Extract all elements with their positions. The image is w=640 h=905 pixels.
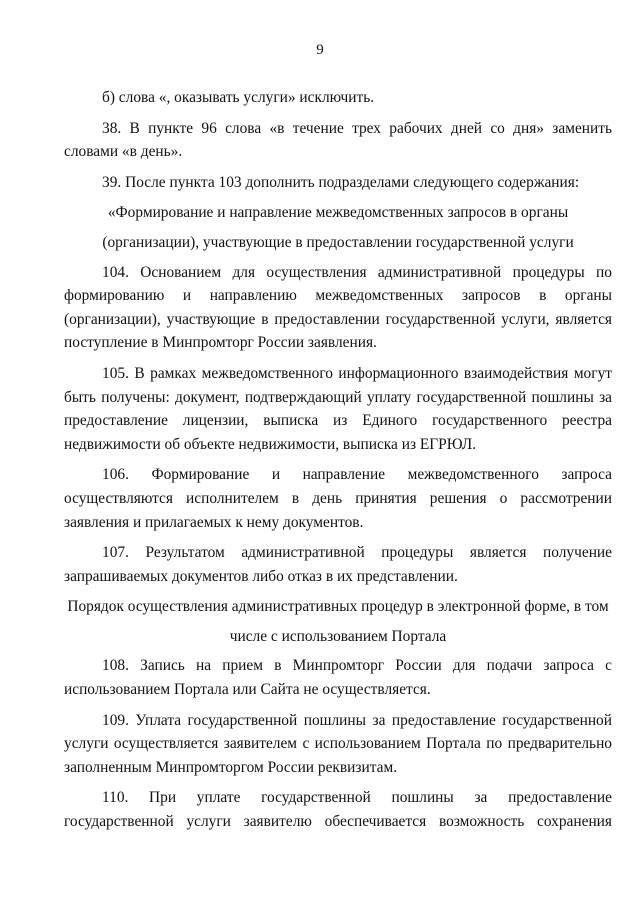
heading-electronic-procedures — [64, 595, 612, 648]
heading-line: числе с использованием Портала — [229, 627, 447, 645]
heading-line: (организации), участвующие в предоставлении государственной услуги — [102, 233, 574, 251]
paragraph-109: 109. Уплата государственной пошлины за предоставление государственной услуги осуществляется заявителем с использованием Портала по предварительно заполненным Минпромторгом России реквизитам. — [64, 711, 612, 776]
paragraph-104: 104. Основанием для осуществления административной процедуры по формированию и направлению межведомственных запросов в органы (организации), участвующие в предоставлении государственной услуги, является поступление в Минпромторг России заявления. — [64, 263, 612, 352]
paragraph-105: 105. В рамках межведомственного информационного взаимодействия могут быть получены: документ, подтверждающий уплату государственной пошлины за предоставление лицензии, выписка из Единого государственного реестра недвижимости об объекте недвижимости, выписка из ЕГРЮЛ. — [64, 364, 612, 453]
paragraph-38: 38. В пункте 96 слова «в течение трех рабочих дней со дня» заменить словами «в день». — [64, 119, 612, 161]
paragraph-107: 107. Результатом административной процедуры является получение запрашиваемых документов либо отказ в их представлении. — [64, 544, 612, 585]
heading-line: Порядок осуществления административных процедур в электронной форме, в том — [67, 598, 609, 616]
page-number: 9 — [316, 42, 324, 58]
paragraph-106: 106. Формирование и направление межведомственного запроса осуществляются исполнителем в день принятия решения о рассмотрении заявления и прилагаемых к нему документов. — [64, 466, 612, 531]
paragraph-b: б) слова «, оказывать услуги» исключить. — [102, 89, 375, 106]
heading-line: «Формирование и направление межведомственных запросов в органы — [107, 204, 569, 222]
paragraph-39: 39. После пункта 103 дополнить подразделами следующего содержания: — [102, 173, 580, 191]
paragraph-108: 108. Запись на прием в Минпромторг России для подачи запроса с использованием Портала или Сайта не осуществляется. — [64, 657, 612, 699]
document-body — [64, 86, 612, 841]
paragraph-110: 110. При уплате государственной пошлины за предоставление государственной услуги заявителю обеспечивается возможность сохранения — [64, 789, 612, 831]
heading-interagency-requests — [64, 201, 612, 254]
